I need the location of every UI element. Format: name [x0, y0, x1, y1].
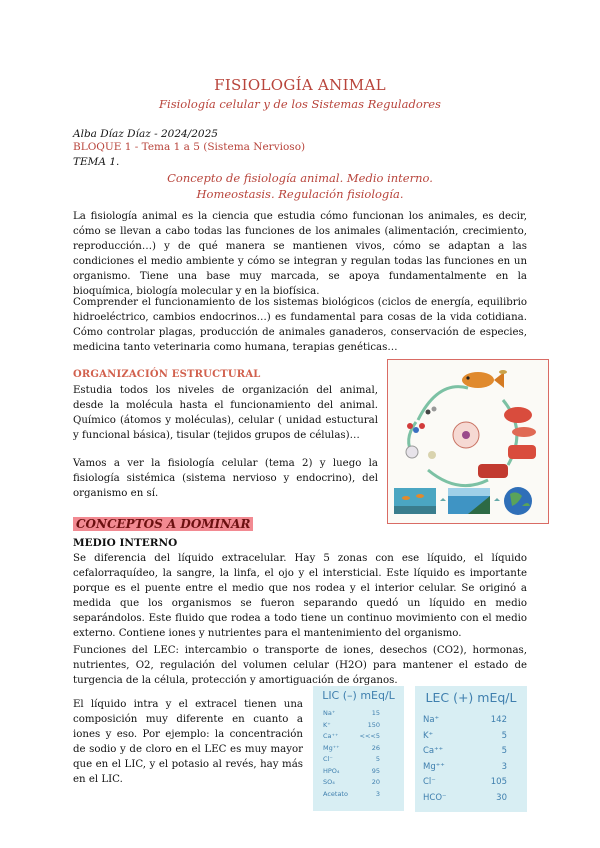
medio-interno-subtitle: MEDIO INTERNO	[73, 537, 178, 549]
ion-name: HCO⁻	[423, 792, 447, 803]
ion-name: SO₄	[323, 778, 335, 786]
ion-name: Acetato	[323, 789, 348, 798]
organization-levels-figure	[387, 359, 549, 524]
ion-value: 5	[375, 755, 380, 763]
table-row	[313, 731, 404, 743]
table-row	[313, 754, 404, 766]
ion-value: 95	[371, 766, 380, 775]
ion-name: Na⁺	[423, 715, 440, 725]
ion-value: 142	[490, 715, 507, 725]
ion-value: <<<5	[359, 732, 380, 740]
topic-label: TEMA 1.	[73, 156, 120, 168]
ion-value: 30	[496, 792, 507, 803]
ion-composition-paragraph: El líquido intra y el extracel tienen una composición muy diferente en cuanto a iones y eso. Por ejemplo: la concentración de sodio y de cloro en el LEC es muy mayor que en el LIC, y el potasio al revés, hay más en el LIC.	[73, 699, 303, 785]
tissue-icon	[478, 445, 536, 478]
table-row	[313, 789, 404, 801]
ion-value: 20	[371, 778, 380, 786]
table-row	[313, 743, 404, 755]
ion-value: 3	[501, 761, 507, 772]
lec-ion-table	[415, 686, 527, 812]
page-title: FISIOLOGÍA ANIMAL	[214, 76, 386, 94]
understanding-paragraph: Comprender el funcionamiento de los sistemas biológicos (ciclos de energía, equilibrio hidroeléctrico, cambios endocrinos…) es fundamental para cosas de la vida cotidiana. Cómo controlar plagas, producción de animales ganaderos, conservación de especies, medicina tanto veterinaria como humana, terapias genéticas…	[73, 297, 527, 353]
organ-system-icon	[504, 407, 536, 437]
block-label: BLOQUE 1 - Tema 1 a 5 (Sistema Nervioso)	[73, 141, 306, 153]
table-row	[313, 766, 404, 778]
structural-paragraph-2: Vamos a ver la fisiología celular (tema 2) y luego la fisiología sistémica (sistema nervioso y endocrino), del organismo en sí.	[73, 458, 378, 499]
concepts-section-title: CONCEPTOS A DOMINAR	[73, 517, 253, 531]
topic-heading	[0, 170, 600, 202]
ion-value: 15	[371, 709, 380, 717]
page-subtitle: Fisiología celular y de los Sistemas Reguladores	[159, 97, 441, 111]
ecosystem-icon	[448, 488, 490, 514]
biosphere-icon	[504, 487, 532, 515]
population-icon	[394, 488, 436, 514]
ion-name: HPO₄	[323, 766, 340, 775]
table-row	[415, 744, 527, 760]
table-row	[415, 713, 527, 729]
ion-name: Cl⁻	[323, 755, 333, 763]
lic-table-title: LIC (–) mEq/L	[322, 689, 395, 702]
ion-name: K⁺	[323, 720, 331, 729]
table-row	[415, 775, 527, 791]
lic-ion-table	[313, 686, 404, 811]
lec-functions-paragraph: Funciones del LEC: intercambio o transporte de iones, desechos (CO2), hormonas, nutrientes, O2, regulación del volumen celular (H2O) para mantener el estado de turgencia de la célula, protección y amortiguación de órganos.	[73, 645, 527, 686]
table-row	[313, 708, 404, 720]
ion-name: Mg⁺⁺	[323, 743, 340, 752]
ion-value: 5	[501, 746, 507, 756]
topic-heading-line-2: Homeostasis. Regulación fisiología.	[196, 187, 404, 201]
ion-name: Na⁺	[323, 709, 336, 717]
table-row	[415, 760, 527, 776]
ion-name: Ca⁺⁺	[423, 746, 444, 756]
lic-table-rows	[313, 708, 404, 800]
ion-name: Mg⁺⁺	[423, 761, 445, 772]
author-year: Alba Díaz Díaz - 2024/2025	[73, 128, 218, 140]
intro-paragraph: La fisiología animal es la ciencia que estudia cómo funcionan los animales, es decir, cómo se llevan a cabo todas las funciones de los animales (alimentación, crecimiento, reproducción…) y de qué manera se mantienen vivos, cómo se adaptan a las condiciones el medio ambiente y cómo se integran y regulan todas las funciones en un organismo. Tiene una base muy marcada, se apoya fundamentalmente en la bioquímica, biología molecular y en la biofísica.	[73, 211, 527, 297]
cell-icon	[453, 422, 479, 448]
table-row	[313, 777, 404, 789]
table-row	[415, 729, 527, 745]
ion-value: 26	[371, 743, 380, 752]
topic-heading-line-1: Concepto de fisiología animal. Medio interno.	[167, 171, 433, 185]
ion-value: 105	[490, 777, 507, 787]
fish-icon	[462, 370, 507, 388]
table-row	[313, 720, 404, 732]
organization-levels-illustration	[388, 360, 548, 523]
ion-name: K⁺	[423, 730, 434, 741]
lec-table-rows	[415, 713, 527, 806]
structural-section-title: ORGANIZACIÓN ESTRUCTURAL	[73, 369, 261, 380]
lec-table-title: LEC (+) mEq/L	[425, 690, 517, 705]
ion-value: 5	[501, 730, 507, 741]
table-row	[415, 791, 527, 807]
ion-name: Cl⁻	[423, 777, 436, 787]
ion-value: 3	[375, 789, 380, 798]
ion-value: 150	[367, 720, 380, 729]
medio-interno-paragraph: Se diferencia del líquido extracelular. Hay 5 zonas con ese líquido, el líquido cefalorraquídeo, la sangre, la linfa, el ojo y el intersticial. Este líquido es importante porque es el puente entre el medio que nos rodea y el interior celular. Se originó a medida que los organismos se fueron separando quedó un líquido en medio separándolos. Este fluido que rodea a todo tiene un continuo movimiento con el medio externo. Contiene iones y nutrientes para el mantenimiento del organismo.	[73, 553, 527, 639]
structural-paragraph-1: Estudia todos los niveles de organización del animal, desde la molécula hasta el funcionamiento del animal. Químico (átomos y moléculas), celular ( unidad estuctural y funcional básica), tisular (tejidos grupos de células)…	[73, 385, 378, 441]
ion-name: Ca⁺⁺	[323, 732, 339, 740]
